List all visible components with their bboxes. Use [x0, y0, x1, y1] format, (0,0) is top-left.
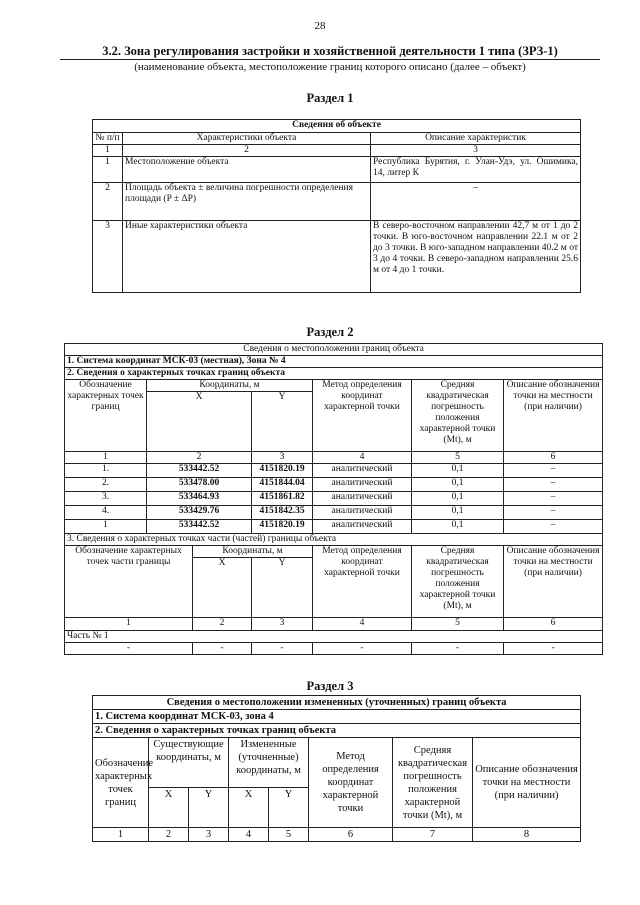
boundary-location-table — [64, 343, 603, 655]
coordinate-x: 533464.93 — [147, 492, 252, 506]
method: аналитический — [313, 520, 412, 534]
part-cell: - — [504, 643, 603, 655]
table-row — [65, 520, 603, 534]
point-description: – — [504, 492, 603, 506]
zone-subtitle: (наименование объекта, местоположение границ которого описано (далее – объект) — [134, 61, 526, 73]
column-header: Координаты, м — [193, 546, 313, 558]
column-header: Метод определения координат характерной точки — [309, 738, 393, 828]
column-header-x: X — [193, 558, 252, 618]
part-cell: - — [252, 643, 313, 655]
column-header: Метод определения координат характерной точки — [313, 546, 412, 618]
section2-heading: Раздел 2 — [306, 325, 354, 339]
part-label: Часть № 1 — [65, 631, 603, 643]
column-number: 2 — [147, 452, 252, 464]
column-number: 2 — [123, 145, 371, 157]
points-title: 2. Сведения о характерных точках границ объекта — [65, 368, 603, 380]
characteristic-name: Местоположение объекта — [123, 157, 371, 183]
column-number: 8 — [473, 828, 581, 842]
column-header: № п/п — [93, 133, 123, 145]
table-row — [93, 157, 581, 183]
coordinate-y: 4151861.82 — [252, 492, 313, 506]
point-label: 1. — [65, 464, 147, 478]
table-row — [93, 183, 581, 221]
part-cell: - — [313, 643, 412, 655]
column-number: 1 — [65, 618, 193, 631]
row-number: 1 — [93, 157, 123, 183]
coordinate-x: 533442.52 — [147, 464, 252, 478]
column-header: Средняя квадратическая погрешность положения характерной точки (Mt), м — [393, 738, 473, 828]
points-title: 2. Сведения о характерных точках границ объекта — [93, 724, 581, 738]
table-row — [65, 506, 603, 520]
table-row — [65, 492, 603, 506]
column-number: 4 — [229, 828, 269, 842]
mt-value: 0,1 — [412, 464, 504, 478]
column-number: 3 — [252, 618, 313, 631]
method: аналитический — [313, 478, 412, 492]
point-description: – — [504, 506, 603, 520]
column-header: Измененные (уточненные) координаты, м — [229, 738, 309, 788]
object-info-table — [92, 119, 581, 293]
characteristic-description: – — [371, 183, 581, 221]
column-number: 3 — [189, 828, 229, 842]
method: аналитический — [313, 506, 412, 520]
row-number: 2 — [93, 183, 123, 221]
section1-heading: Раздел 1 — [306, 91, 354, 105]
column-number: 1 — [65, 452, 147, 464]
parts-title: 3. Сведения о характерных точках части (частей) границы объекта — [65, 534, 603, 546]
column-number: 6 — [309, 828, 393, 842]
column-header-y: Y — [252, 392, 313, 452]
column-header: Метод определения координат характерной точки — [313, 380, 412, 452]
column-number: 3 — [371, 145, 581, 157]
column-number: 4 — [313, 452, 412, 464]
column-header-y: Y — [189, 788, 229, 828]
table-row — [65, 643, 603, 655]
table-row — [65, 464, 603, 478]
changed-boundary-table — [92, 695, 581, 842]
column-header: Описание обозначения точки на местности (при наличии) — [504, 380, 603, 452]
column-number: 2 — [193, 618, 252, 631]
coordinate-x: 533478.00 — [147, 478, 252, 492]
characteristic-description: Республика Бурятия, г. Улан-Удэ, ул. Ошимика, 14, литер К — [371, 157, 581, 183]
column-number: 1 — [93, 828, 149, 842]
mt-value: 0,1 — [412, 492, 504, 506]
column-number: 2 — [149, 828, 189, 842]
column-header: Средняя квадратическая погрешность положения характерной точки (Mt), м — [412, 380, 504, 452]
column-header-x: X — [149, 788, 189, 828]
column-number: 6 — [504, 452, 603, 464]
method: аналитический — [313, 492, 412, 506]
point-description: – — [504, 478, 603, 492]
point-label: 1 — [65, 520, 147, 534]
column-number: 7 — [393, 828, 473, 842]
point-label: 4. — [65, 506, 147, 520]
table-title: Сведения об объекте — [93, 120, 581, 133]
column-number: 5 — [412, 618, 504, 631]
column-header-x: X — [147, 392, 252, 452]
characteristic-description: В северо-восточном направлении 42,7 м от 1 до 2 точки. В юго-восточном направлении 22.1 м от 2 до 3 точки. В юго-западном направлении 40.2 м от 3 до 4 точки. В северо-западном направлении 25.6 м от 4 до 1 точки. — [371, 221, 581, 293]
mt-value: 0,1 — [412, 478, 504, 492]
table-title: Сведения о местоположении измененных (уточненных) границ объекта — [93, 696, 581, 710]
section3-heading: Раздел 3 — [306, 679, 354, 693]
column-header: Обозначение характерных точек части границы — [65, 546, 193, 618]
column-header: Обозначение характерных точек границ — [65, 380, 147, 452]
coordinate-y: 4151820.19 — [252, 464, 313, 478]
column-number: 3 — [252, 452, 313, 464]
table-row — [65, 478, 603, 492]
part-cell: - — [65, 643, 193, 655]
coordinate-system: 1. Система координат МСК-03 (местная), Зона № 4 — [65, 356, 603, 368]
coordinate-x: 533442.52 — [147, 520, 252, 534]
column-header: Координаты, м — [147, 380, 313, 392]
column-header-y: Y — [252, 558, 313, 618]
column-header: Описание обозначения точки на местности (при наличии) — [504, 546, 603, 618]
column-header-y: Y — [269, 788, 309, 828]
column-header: Характеристики объекта — [123, 133, 371, 145]
zone-title: 3.2. Зона регулирования застройки и хозяйственной деятельности 1 типа (ЗРЗ-1) — [102, 44, 558, 58]
part-cell: - — [412, 643, 504, 655]
coordinate-y: 4151842.35 — [252, 506, 313, 520]
characteristic-name: Иные характеристики объекта — [123, 221, 371, 293]
method: аналитический — [313, 464, 412, 478]
column-header: Описание обозначения точки на местности (при наличии) — [473, 738, 581, 828]
point-label: 2. — [65, 478, 147, 492]
title-underline — [60, 59, 600, 60]
column-header-x: X — [229, 788, 269, 828]
column-header: Средняя квадратическая погрешность положения характерной точки (Mt), м — [412, 546, 504, 618]
column-number: 1 — [93, 145, 123, 157]
page-number: 28 — [314, 20, 326, 32]
mt-value: 0,1 — [412, 520, 504, 534]
column-header: Существующие координаты, м — [149, 738, 229, 788]
coordinate-system: 1. Система координат МСК-03, зона 4 — [93, 710, 581, 724]
column-number: 6 — [504, 618, 603, 631]
table-title: Сведения о местоположении границ объекта — [65, 344, 603, 356]
column-header: Обозначение характерных точек границ — [93, 738, 149, 828]
point-description: – — [504, 520, 603, 534]
characteristic-name: Площадь объекта ± величина погрешности определения площади (P ± ΔP) — [123, 183, 371, 221]
coordinate-y: 4151844.04 — [252, 478, 313, 492]
column-number: 5 — [412, 452, 504, 464]
mt-value: 0,1 — [412, 506, 504, 520]
part-cell: - — [193, 643, 252, 655]
coordinate-y: 4151820.19 — [252, 520, 313, 534]
table-row — [93, 221, 581, 293]
point-label: 3. — [65, 492, 147, 506]
column-header: Описание характеристик — [371, 133, 581, 145]
column-number: 4 — [313, 618, 412, 631]
row-number: 3 — [93, 221, 123, 293]
column-number: 5 — [269, 828, 309, 842]
point-description: – — [504, 464, 603, 478]
coordinate-x: 533429.76 — [147, 506, 252, 520]
